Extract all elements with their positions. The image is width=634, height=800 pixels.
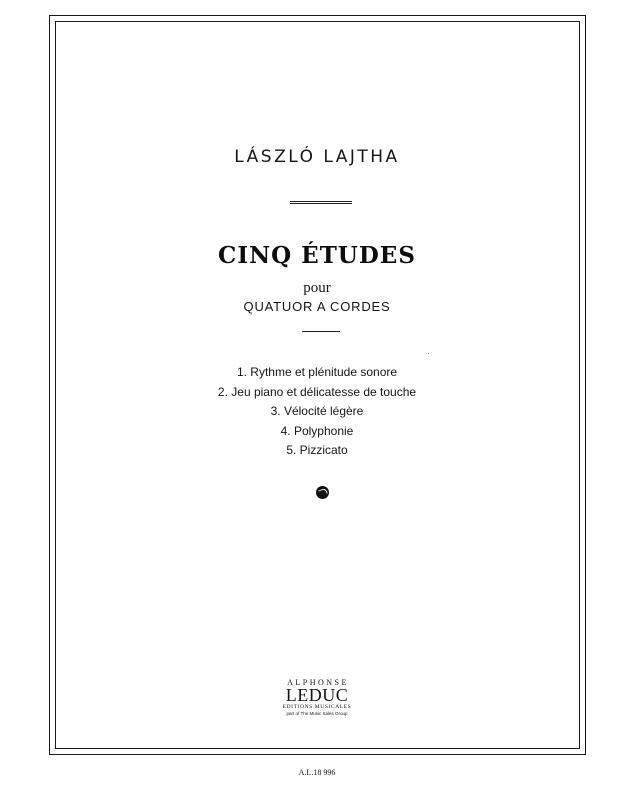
pour-text: pour (303, 280, 331, 296)
work-title: CINQ ÉTUDES (218, 242, 416, 269)
publisher-editions: EDITIONS MUSICALES (282, 704, 352, 710)
etude-item: 2. Jeu piano et délicatesse de touche (217, 384, 417, 399)
publisher-first-name: ALPHONSE (287, 678, 349, 687)
print-speck (428, 353, 429, 354)
etude-list (0, 363, 634, 461)
publisher-name: LEDUC (285, 685, 349, 705)
etude-item: 1. Rythme et plénitude sonore (236, 365, 398, 379)
rule-divider (302, 331, 340, 332)
etude-item: 5. Pizzicato (286, 443, 348, 457)
instrumentation-subtitle: QUATUOR A CORDES (243, 299, 391, 314)
etude-item: 3. Vélocité légère (270, 404, 364, 418)
double-rule-divider (290, 201, 352, 204)
composer-name: LÁSZLÓ LAJTHA (234, 147, 400, 167)
publisher-group: part of The Music Sales Group (286, 711, 348, 716)
music-note-emblem-icon (316, 486, 329, 499)
catalog-number: A.L.18 996 (298, 768, 336, 777)
publisher-logo (0, 678, 634, 717)
etude-item: 4. Polyphonie (280, 423, 354, 438)
